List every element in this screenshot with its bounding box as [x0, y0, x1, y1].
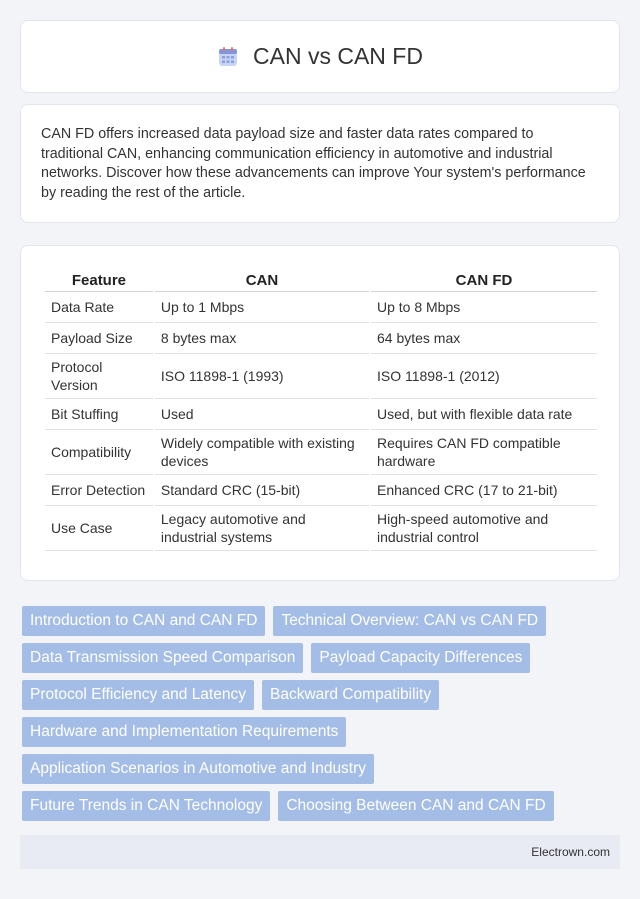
- cell-can-fd: High-speed automotive and industrial control: [371, 506, 597, 551]
- cell-can-fd: Used, but with flexible data rate: [371, 399, 597, 430]
- table-row: [45, 354, 597, 399]
- table-row: [45, 475, 597, 506]
- table-header-row: [45, 266, 597, 292]
- table-row: [45, 292, 597, 323]
- cell-can: Standard CRC (15-bit): [155, 475, 369, 506]
- tag-link[interactable]: Introduction to CAN and CAN FD: [22, 606, 265, 636]
- cell-can: Legacy automotive and industrial systems: [155, 506, 369, 551]
- header-can-fd: CAN FD: [371, 266, 597, 292]
- cell-can-fd: Enhanced CRC (17 to 21-bit): [371, 475, 597, 506]
- topic-tags: [22, 606, 622, 828]
- tag-link[interactable]: Application Scenarios in Automotive and Industry: [22, 754, 374, 784]
- cell-can-fd: Requires CAN FD compatible hardware: [371, 430, 597, 475]
- tag-link[interactable]: Data Transmission Speed Comparison: [22, 643, 303, 673]
- comparison-table: [43, 266, 599, 551]
- tag-link[interactable]: Hardware and Implementation Requirements: [22, 717, 346, 747]
- tag-link[interactable]: Backward Compatibility: [262, 680, 439, 710]
- cell-feature: Data Rate: [45, 292, 153, 323]
- cell-feature: Bit Stuffing: [45, 399, 153, 430]
- cell-can-fd: Up to 8 Mbps: [371, 292, 597, 323]
- table-row: [45, 430, 597, 475]
- table-row: [45, 506, 597, 551]
- tag-link[interactable]: Future Trends in CAN Technology: [22, 791, 270, 821]
- header-can: CAN: [155, 266, 369, 292]
- calendar-icon: [217, 46, 239, 68]
- header-feature: Feature: [45, 266, 153, 292]
- cell-can: Up to 1 Mbps: [155, 292, 369, 323]
- title-card: [20, 20, 620, 93]
- cell-feature: Protocol Version: [45, 354, 153, 399]
- cell-can-fd: 64 bytes max: [371, 323, 597, 354]
- cell-can: Used: [155, 399, 369, 430]
- footer: [20, 835, 620, 869]
- tag-link[interactable]: Payload Capacity Differences: [311, 643, 530, 673]
- intro-card: [20, 104, 620, 223]
- cell-can: Widely compatible with existing devices: [155, 430, 369, 475]
- tag-link[interactable]: Protocol Efficiency and Latency: [22, 680, 254, 710]
- cell-can: 8 bytes max: [155, 323, 369, 354]
- page-title: CAN vs CAN FD: [253, 43, 423, 69]
- cell-feature: Payload Size: [45, 323, 153, 354]
- footer-site-link[interactable]: Electrown.com: [531, 845, 610, 859]
- tag-link[interactable]: Technical Overview: CAN vs CAN FD: [273, 606, 546, 636]
- tag-link[interactable]: Choosing Between CAN and CAN FD: [278, 791, 553, 821]
- intro-text: CAN FD offers increased data payload size and faster data rates compared to traditional CAN, enhancing communication efficiency in automotive and industrial networks. Discover how these advancements can improve Your system's performance by reading the rest of the article.: [41, 126, 586, 201]
- cell-can: ISO 11898-1 (1993): [155, 354, 369, 399]
- cell-feature: Use Case: [45, 506, 153, 551]
- table-row: [45, 323, 597, 354]
- cell-feature: Compatibility: [45, 430, 153, 475]
- comparison-card: [20, 245, 620, 581]
- table-row: [45, 399, 597, 430]
- cell-feature: Error Detection: [45, 475, 153, 506]
- cell-can-fd: ISO 11898-1 (2012): [371, 354, 597, 399]
